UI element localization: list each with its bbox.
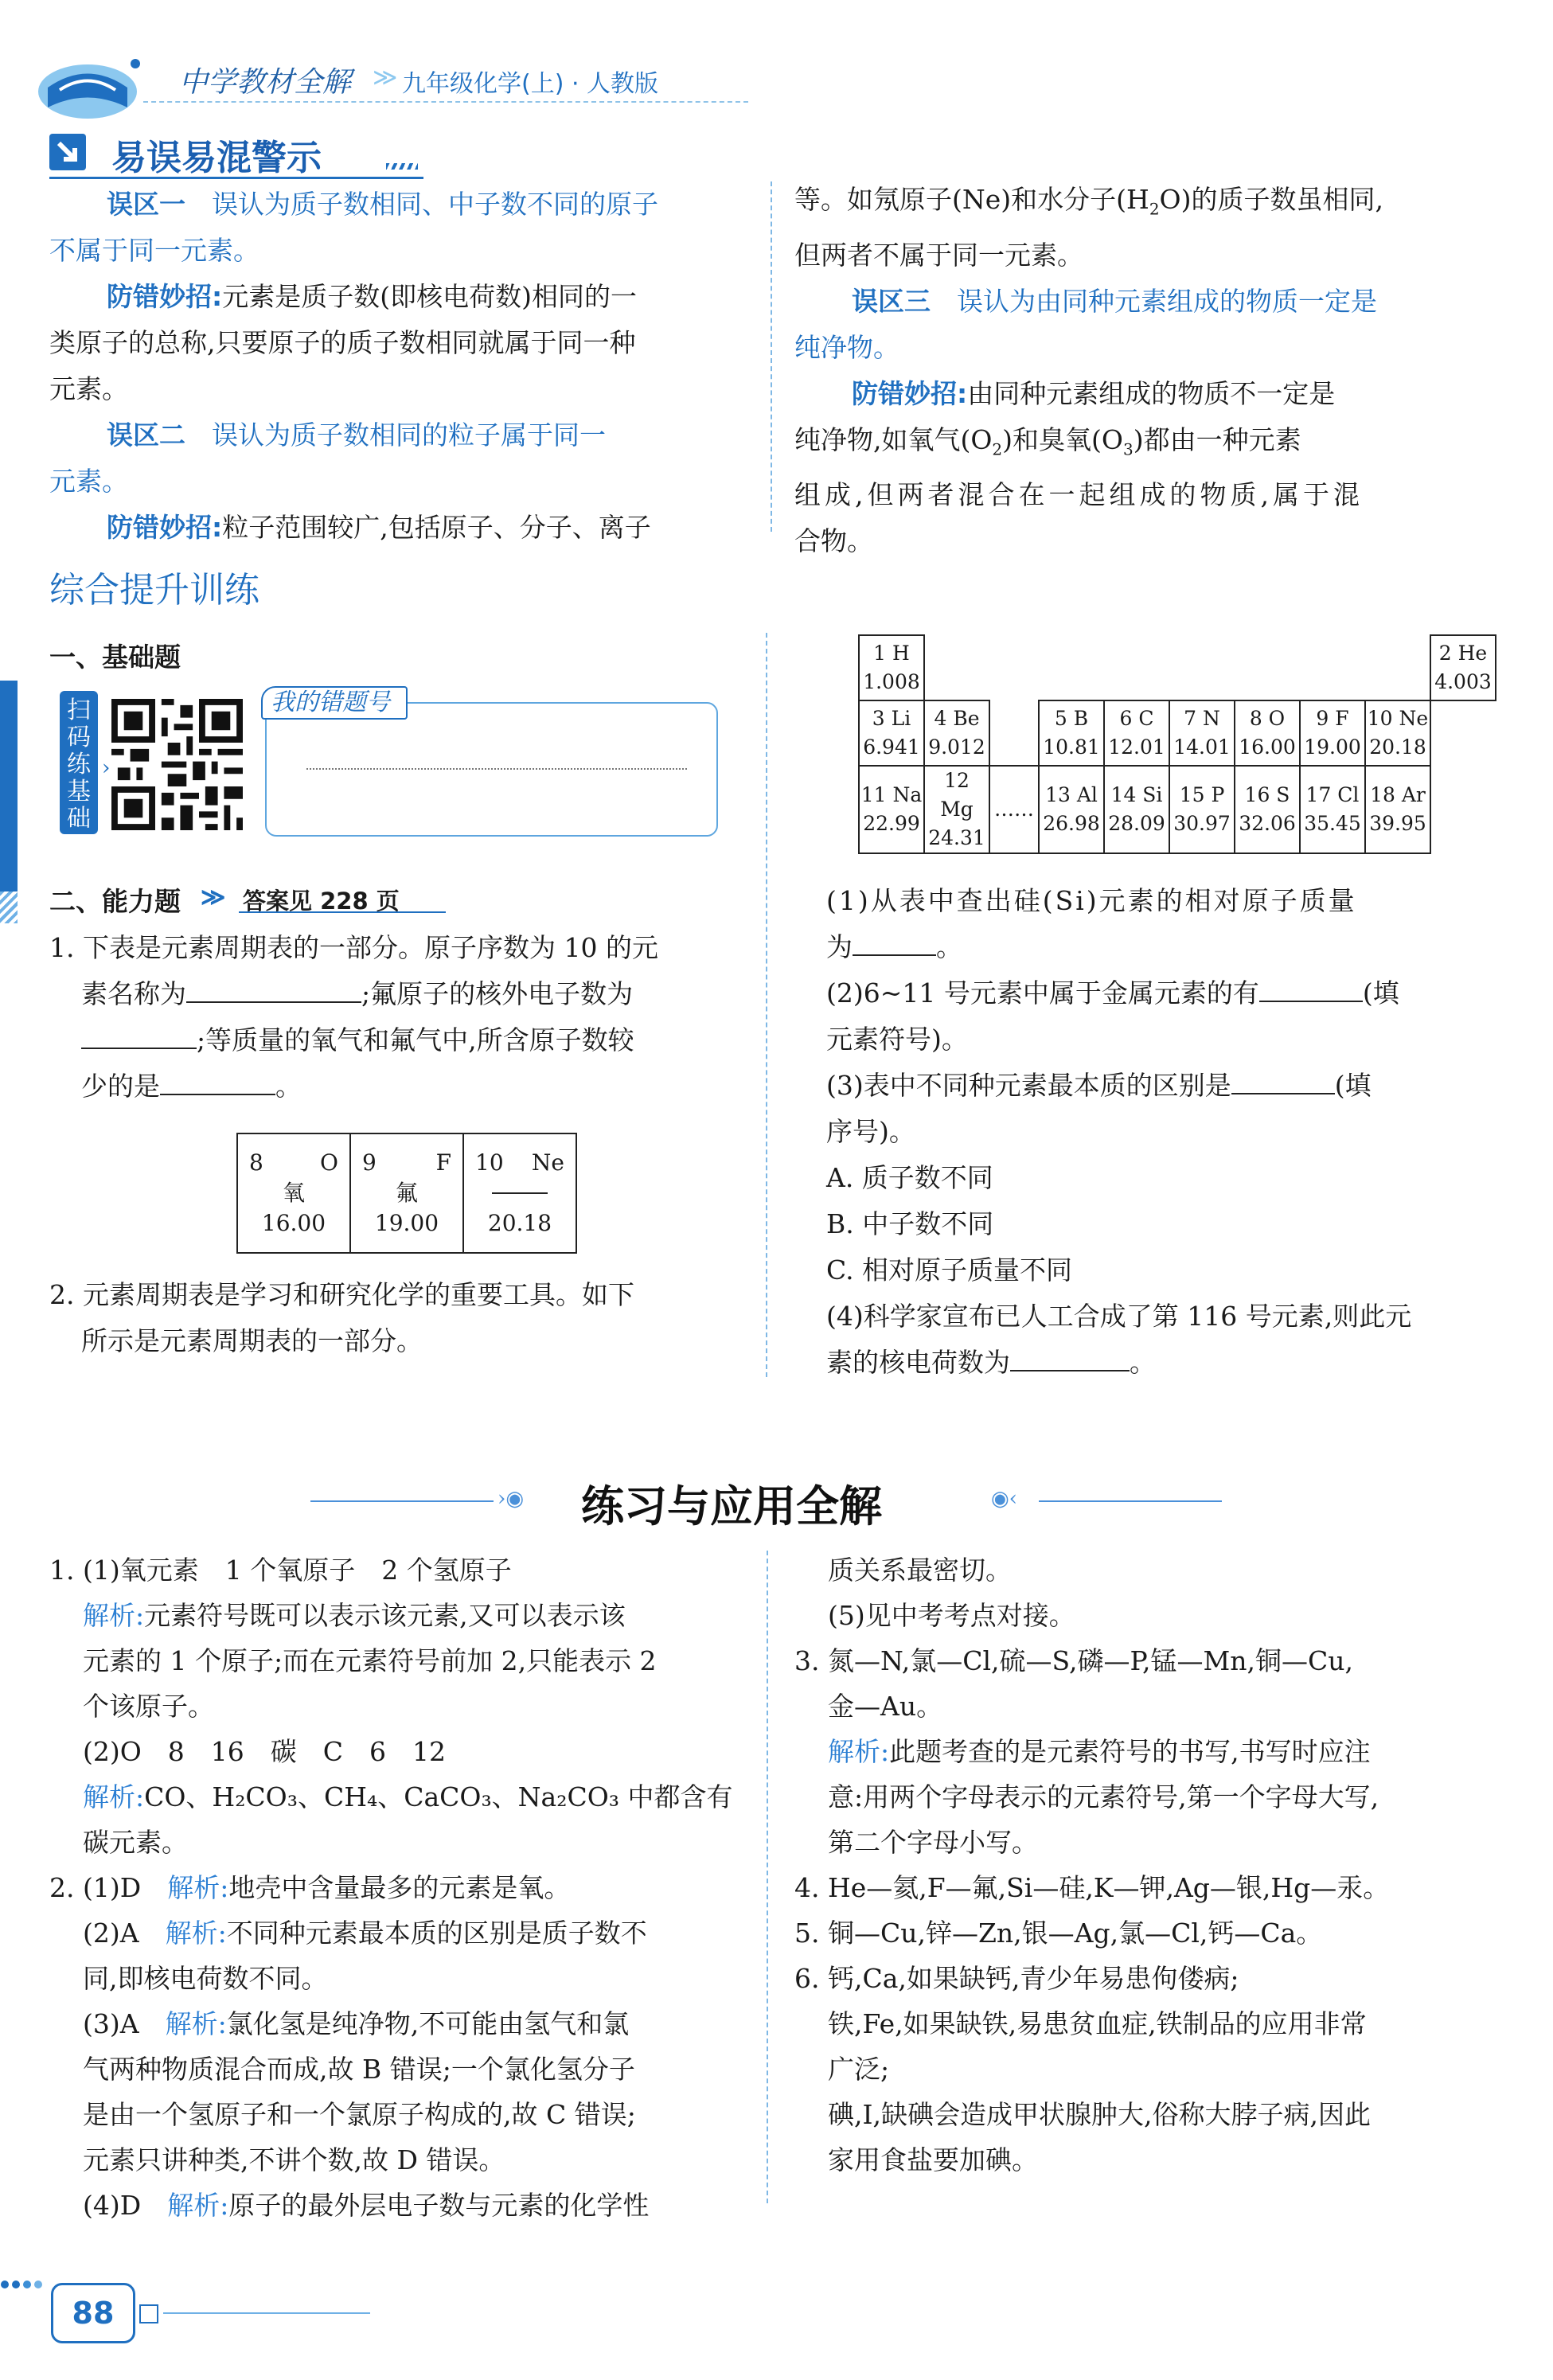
tip-1-text-c: 元素。 — [49, 373, 128, 404]
a2-3-cont-2: 是由一个氢原子和一个氯原子构成的,故 C 错误; — [83, 2099, 636, 2130]
footer-dots — [0, 2277, 48, 2292]
mini-f-mass: 19.00 — [374, 1210, 439, 1236]
q1-line-b2: ;氟原子的核外电子数为 — [361, 978, 634, 1009]
heading-underline — [49, 177, 423, 179]
pt-cell-he — [1430, 635, 1496, 700]
a6-line-4: 碘,I,缺碘会造成甲状腺肿大,俗称大脖子病,因此 — [828, 2099, 1371, 2130]
tip-2-label: 防错妙招: — [107, 512, 223, 543]
pt-na-sym: 11 Na — [860, 783, 923, 806]
mini-ne-name-blank[interactable] — [492, 1192, 548, 1194]
a3-line-1: 3. 氮—N,氯—Cl,硫—S,磷—P,锰—Mn,铜—Cu, — [794, 1645, 1353, 1676]
pt-cell-s — [1235, 766, 1300, 853]
error-3-text: 误认为由同种元素组成的物质一定是 — [957, 285, 1377, 317]
s1-line-b2: 。 — [936, 931, 962, 962]
column-divider-2 — [766, 633, 767, 1377]
pt-cell-o — [1235, 700, 1300, 766]
warn-heading: 易误易混警示 — [111, 138, 322, 178]
a1-jx-label-2: 解析: — [83, 1781, 145, 1812]
answers-line-left — [310, 1500, 494, 1502]
tip-3-b1: 纯净物,如氧气(O — [794, 423, 993, 455]
a6-line-2: 铁,Fe,如果缺铁,易患贫血症,铁制品的应用非常 — [828, 2008, 1367, 2039]
tip-1-text-b: 类原子的总称,只要原子的质子数相同就属于同一种 — [49, 327, 636, 358]
pt-ne-mass: 20.18 — [1369, 735, 1426, 759]
pt-c-sym: 6 C — [1119, 707, 1154, 730]
mini-o-sym: O — [320, 1149, 338, 1176]
a2-3-text: 氯化氢是纯净物,不可能由氢气和氯 — [226, 2008, 630, 2039]
q1-line-d1: 少的是 — [81, 1071, 160, 1102]
answers-line-right — [1039, 1500, 1222, 1502]
error-1-text: 误认为质子数相同、中子数不同的原子 — [212, 189, 658, 220]
header-divider — [143, 101, 748, 103]
s3-line-a1: (3)表中不同种元素最本质的区别是 — [826, 1070, 1231, 1101]
warn-left-column — [49, 181, 750, 551]
a4-line: 4. He—氦,F—氟,Si—硅,K—钾,Ag—银,Hg—汞。 — [794, 1872, 1390, 1903]
pt-s-sym: 16 S — [1244, 783, 1290, 806]
q1-line-d2: 。 — [275, 1071, 302, 1102]
column-divider-1 — [771, 181, 772, 532]
r1-text: 等。如氖原子(Ne)和水分子(H — [794, 184, 1149, 215]
mini-f-name: 氟 — [395, 1180, 418, 1206]
a1-line-1: 1. (1)氧元素 1 个氧原子 2 个氢原子 — [49, 1555, 512, 1586]
q1-blank-2[interactable] — [81, 1048, 197, 1049]
answer-ref: 答案见 228 页 — [243, 888, 400, 915]
error-1-cont: 不属于同一元素。 — [49, 235, 259, 266]
mini-ne-mass: 20.18 — [487, 1210, 552, 1236]
q2-line-b: 所示是元素周期表的一部分。 — [81, 1325, 423, 1356]
train-heading: 综合提升训练 — [49, 570, 259, 611]
a2-1-ans: 2. (1)D — [49, 1872, 142, 1903]
qr-code-icon[interactable] — [111, 699, 243, 830]
a2-2-text: 不同种元素最本质的区别是质子数不 — [226, 1918, 647, 1949]
s2-line-b: 元素符号)。 — [826, 1024, 968, 1055]
a3-jx: 解析: — [828, 1736, 890, 1767]
s1-blank[interactable] — [853, 954, 936, 956]
pt-si-sym: 14 Si — [1110, 783, 1163, 806]
pt-s-mass: 32.06 — [1239, 812, 1296, 835]
pt-mg-sym: 12 Mg — [940, 769, 974, 821]
a2-4-ans: (4)D — [83, 2190, 142, 2221]
pt-cell-na — [859, 766, 924, 853]
pt-cell-b — [1039, 700, 1104, 766]
pt-cell-h — [859, 635, 924, 700]
periodic-table — [858, 634, 1496, 854]
a2-1-text: 地壳中含量最多的元素是氧。 — [228, 1872, 571, 1903]
mini-ne-num: 10 — [475, 1149, 504, 1176]
option-b: B. 中子数不同 — [826, 1208, 994, 1239]
tip-3-label: 防错妙招: — [852, 377, 968, 409]
pt-ne-sym: 10 Ne — [1367, 707, 1429, 730]
pt-p-mass: 30.97 — [1173, 812, 1231, 835]
mini-f-sym: F — [435, 1149, 451, 1176]
pt-p-sym: 15 P — [1179, 783, 1225, 806]
mini-o-num: 8 — [249, 1149, 263, 1176]
s4-line-b1: 素的核电荷数为 — [826, 1347, 1010, 1378]
pt-cell-mg — [924, 766, 989, 853]
a2-4-jx: 解析: — [167, 2190, 229, 2221]
pt-b-mass: 10.81 — [1043, 735, 1100, 759]
q1-line-b1: 素名称为 — [81, 978, 186, 1009]
a2-1-jx: 解析: — [167, 1872, 229, 1903]
error-2-text: 误认为质子数相同的粒子属于同一 — [212, 419, 606, 451]
s4-line-b2: 。 — [1130, 1347, 1156, 1378]
a1-jx-label: 解析: — [83, 1600, 145, 1631]
s3-line-a2: (填 — [1334, 1070, 1372, 1101]
a6-line-5: 家用食盐要加碘。 — [828, 2144, 1038, 2175]
pt-cell-ar — [1365, 766, 1430, 853]
a2-2-ans: (2)A — [83, 1918, 139, 1949]
pt-cell-cl — [1300, 766, 1365, 853]
double-chevron-icon: ≫ — [201, 884, 226, 911]
pt-cell-dots: …… — [989, 766, 1039, 853]
arrow-left-icon: ◉‹ — [991, 1487, 1018, 1511]
a2-3-jx: 解析: — [165, 2008, 227, 2039]
option-c: C. 相对原子质量不同 — [826, 1254, 1073, 1286]
tip-3-text-a: 由同种元素组成的物质不一定是 — [967, 377, 1336, 409]
warn-right-column — [794, 177, 1495, 564]
error-1-tag: 误区一 — [107, 189, 185, 220]
tip-3-text-d: 合物。 — [794, 525, 873, 557]
element-mini-table — [236, 1133, 577, 1254]
r1-sub: 2 — [1149, 199, 1160, 219]
header-subtitle: 九年级化学(上) · 人教版 — [402, 70, 659, 98]
error-2-tag: 误区二 — [107, 419, 185, 451]
option-a: A. 质子数不同 — [826, 1162, 993, 1193]
ability-heading: 二、能力题 — [49, 886, 181, 917]
s3-line-b: 序号)。 — [826, 1116, 915, 1147]
mini-cell-f — [350, 1133, 463, 1253]
a2-4-cont: 质关系最密切。 — [828, 1555, 1012, 1586]
pt-cl-mass: 35.45 — [1304, 812, 1361, 835]
mini-o-name: 氧 — [282, 1180, 305, 1206]
question-2 — [49, 1272, 750, 1364]
answers-right-column — [794, 1547, 1495, 2183]
a6-line-3: 广泛; — [828, 2054, 890, 2085]
answers-heading: 练习与应用全解 — [581, 1481, 882, 1531]
s2-blank[interactable] — [1259, 1001, 1363, 1002]
heading-decor — [386, 163, 418, 170]
answer-ref-underline — [239, 911, 446, 913]
chevron-right-icon: › — [102, 756, 111, 780]
question-1 — [49, 925, 750, 1110]
column-divider-3 — [767, 1551, 768, 2203]
tip-3-b2-sub: 3 — [1122, 439, 1134, 459]
tip-1-label: 防错妙招: — [107, 281, 223, 312]
pt-cell-al — [1039, 766, 1104, 853]
pt-be-sym: 4 Be — [934, 707, 980, 730]
q1-blank-3[interactable] — [160, 1094, 275, 1095]
tip-3-text-c: 组成,但两者混合在一起组成的物质,属于混 — [794, 479, 1364, 511]
pt-he-sym: 2 He — [1438, 642, 1488, 665]
r1-end: O)的质子数虽相同, — [1159, 184, 1383, 215]
pt-ar-mass: 39.95 — [1369, 812, 1426, 835]
pt-c-mass: 12.01 — [1108, 735, 1165, 759]
tip-1-text-a: 元素是质子数(即核电荷数)相同的一 — [222, 281, 637, 312]
s1-line-b1: 为 — [826, 931, 853, 962]
mini-cell-ne — [463, 1133, 576, 1253]
a2-5-text: (5)见中考考点对接。 — [828, 1600, 1075, 1631]
s2-line-a2: (填 — [1362, 977, 1399, 1009]
pt-he-mass: 4.003 — [1434, 670, 1492, 693]
pt-cell-li — [859, 700, 924, 766]
mini-ne-sym: Ne — [531, 1149, 564, 1176]
wrong-number-line[interactable] — [306, 768, 687, 770]
side-tab — [0, 681, 18, 911]
header-book-title: 中学教材全解 — [179, 66, 352, 99]
s3-blank[interactable] — [1231, 1093, 1335, 1094]
side-strip — [0, 892, 18, 923]
pt-na-mass: 22.99 — [863, 812, 920, 835]
a3-line-2: 金—Au。 — [828, 1691, 943, 1722]
pt-cell-f — [1300, 700, 1365, 766]
a1-line-6: CO、H₂CO₃、CH₄、CaCO₃、Na₂CO₃ 中都含有 — [144, 1781, 733, 1812]
scan-label: 扫码练基础 — [60, 691, 98, 834]
mini-f-num: 9 — [362, 1149, 377, 1176]
pt-si-mass: 28.09 — [1108, 812, 1165, 835]
mini-cell-o — [237, 1133, 350, 1253]
q1-blank-1[interactable] — [186, 1001, 361, 1003]
answers-left-column — [49, 1547, 750, 2228]
pt-b-sym: 5 B — [1054, 707, 1089, 730]
a1-line-7: 碳元素。 — [83, 1827, 188, 1858]
a2-3-cont-3: 元素只讲种类,不讲个数,故 D 错误。 — [83, 2144, 505, 2175]
pt-cl-sym: 17 Cl — [1305, 783, 1360, 806]
error-2-cont: 元素。 — [49, 466, 128, 497]
pt-h-mass: 1.008 — [863, 670, 920, 693]
pt-cell-si — [1104, 766, 1169, 853]
pt-al-mass: 26.98 — [1043, 812, 1100, 835]
pt-n-mass: 14.01 — [1173, 735, 1231, 759]
page-number: 88 — [51, 2283, 135, 2343]
header-separator: ≫ — [373, 64, 398, 92]
tip-3-b2: )和臭氧(O — [1002, 423, 1123, 455]
s1-line-a: (1)从表中查出硅(Si)元素的相对原子质量 — [826, 885, 1357, 916]
a2-2-cont: 同,即核电荷数不同。 — [83, 1963, 328, 1994]
pt-o-sym: 8 O — [1249, 707, 1286, 730]
pt-li-sym: 3 Li — [872, 707, 911, 730]
pt-n-sym: 7 N — [1184, 707, 1220, 730]
tip-3-b3: )都由一种元素 — [1133, 423, 1301, 455]
a1-line-5: (2)O 8 16 碳 C 6 12 — [83, 1736, 447, 1767]
book-logo-icon — [24, 44, 143, 123]
a6-line-1: 6. 钙,Ca,如果缺钙,青少年易患佝偻病; — [794, 1963, 1239, 1994]
q2-line-a: 2. 元素周期表是学习和研究化学的重要工具。如下 — [49, 1279, 634, 1310]
a5-line: 5. 铜—Cu,锌—Zn,银—Ag,氯—Cl,钙—Ca。 — [794, 1918, 1323, 1949]
mini-o-mass: 16.00 — [261, 1210, 326, 1236]
pt-al-sym: 13 Al — [1045, 783, 1098, 806]
error-3-tag: 误区三 — [852, 285, 931, 317]
error-3-cont: 纯净物。 — [794, 331, 899, 363]
my-wrong-tab: 我的错题号 — [261, 686, 408, 720]
a2-3-ans: (3)A — [83, 2008, 139, 2039]
pt-be-mass: 9.012 — [928, 735, 985, 759]
footer-square-icon — [139, 2304, 158, 2323]
a3-line-3: 此题考查的是元素符号的书写,书写时应注 — [889, 1736, 1371, 1767]
a3-line-4: 意:用两个字母表示的元素符号,第一个字母大写, — [828, 1781, 1379, 1812]
r2-text: 但两者不属于同一元素。 — [794, 239, 1083, 271]
a2-4-text: 原子的最外层电子数与元素的化学性 — [228, 2190, 650, 2221]
s4-blank[interactable] — [1010, 1370, 1130, 1371]
q1-line-c: ;等质量的氧气和氟气中,所含原子数较 — [197, 1024, 634, 1055]
pt-cell-be — [924, 700, 989, 766]
a2-2-jx: 解析: — [165, 1918, 227, 1949]
question-2-subparts — [826, 878, 1519, 1386]
s2-line-a1: (2)6~11 号元素中属于金属元素的有 — [826, 977, 1259, 1009]
basic-heading: 一、基础题 — [49, 642, 181, 673]
a1-line-2: 元素符号既可以表示该元素,又可以表示该 — [144, 1600, 626, 1631]
tip-2-text-a: 粒子范围较广,包括原子、分子、离子 — [222, 512, 651, 543]
arrow-right-icon: ›◉ — [498, 1487, 525, 1511]
pt-f-mass: 19.00 — [1304, 735, 1361, 759]
a1-line-4: 个该原子。 — [83, 1691, 214, 1722]
arrow-down-right-icon — [49, 134, 86, 170]
tip-3-b1-sub: 2 — [992, 439, 1003, 459]
s4-line-a: (4)科学家宣布已人工合成了第 116 号元素,则此元 — [826, 1301, 1412, 1332]
q1-line-a: 1. 下表是元素周期表的一部分。原子序数为 10 的元 — [49, 932, 658, 963]
pt-mg-mass: 24.31 — [928, 826, 985, 849]
pt-cell-ne — [1365, 700, 1430, 766]
a1-line-3: 元素的 1 个原子;而在元素符号前加 2,只能表示 2 — [83, 1645, 657, 1676]
pt-h-sym: 1 H — [873, 642, 910, 665]
a3-line-5: 第二个字母小写。 — [828, 1827, 1038, 1858]
pt-f-sym: 9 F — [1316, 707, 1349, 730]
pt-cell-n — [1169, 700, 1235, 766]
pt-o-mass: 16.00 — [1239, 735, 1296, 759]
pt-li-mass: 6.941 — [863, 735, 920, 759]
footer-line — [163, 2312, 370, 2314]
pt-cell-c — [1104, 700, 1169, 766]
pt-cell-p — [1169, 766, 1235, 853]
a2-3-cont-1: 气两种物质混合而成,故 B 错误;一个氯化氢分子 — [83, 2054, 635, 2085]
pt-ar-sym: 18 Ar — [1370, 783, 1426, 806]
